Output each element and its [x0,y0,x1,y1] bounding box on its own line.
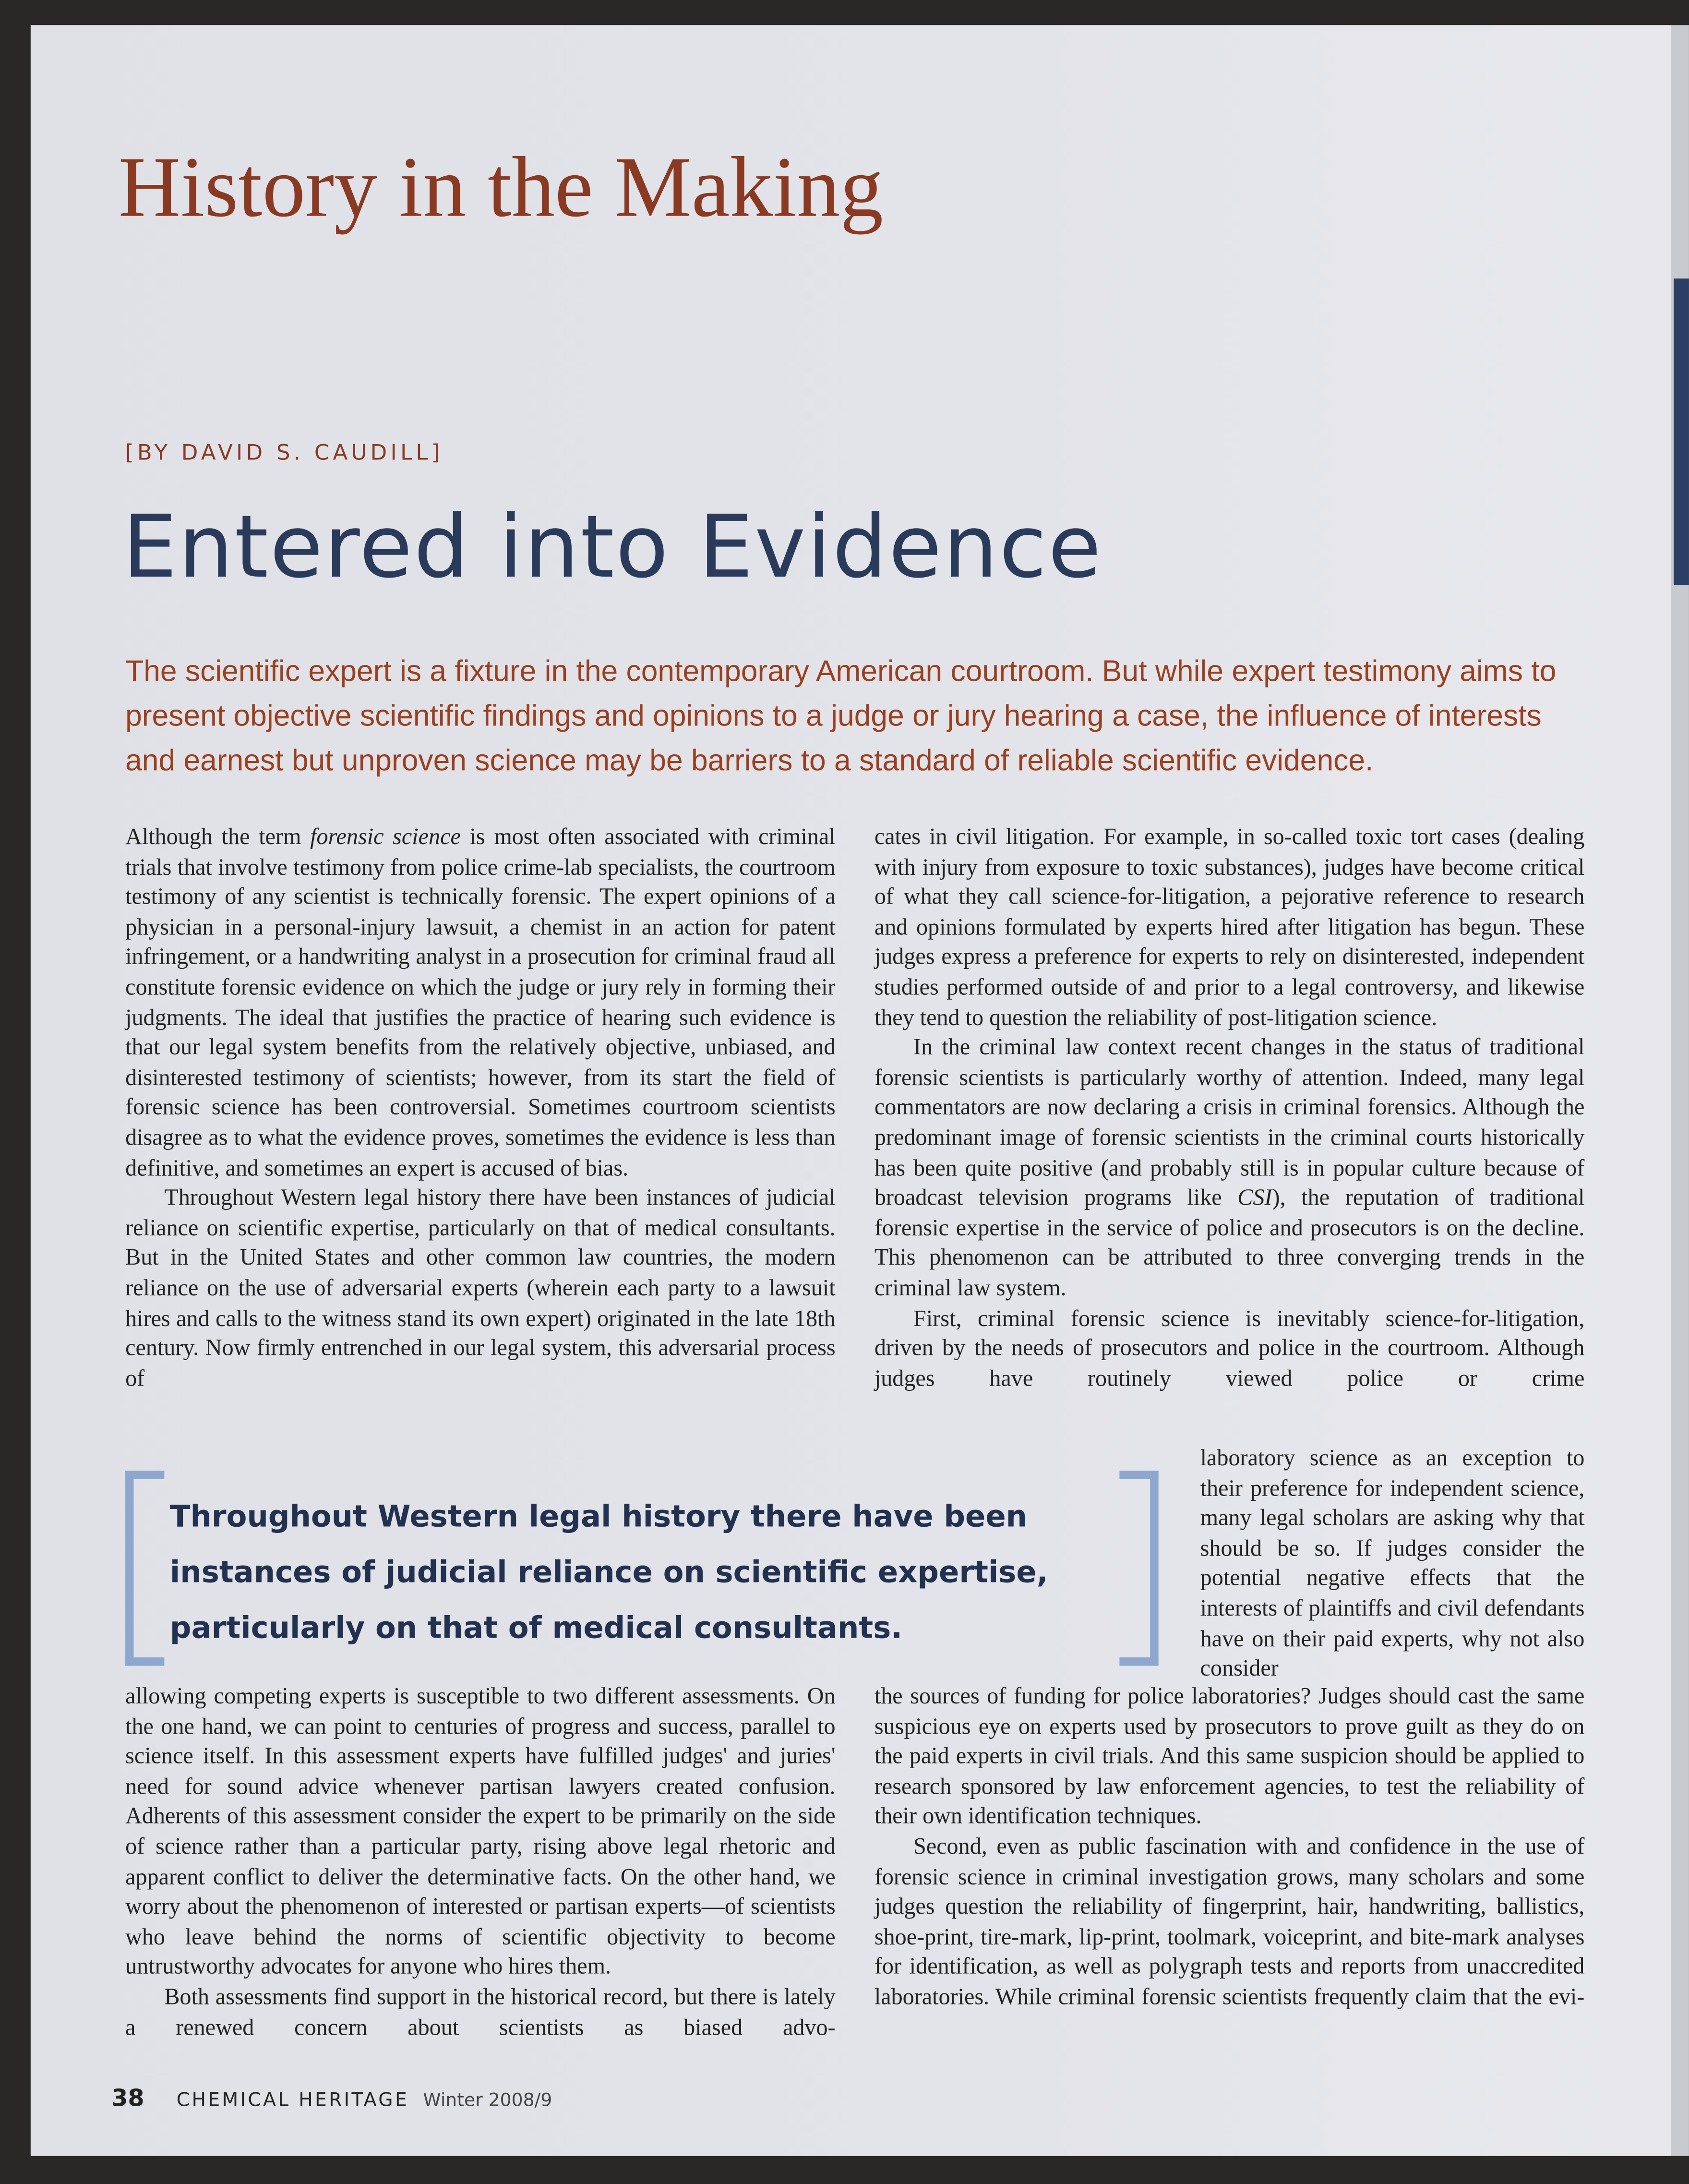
text: ), the reputation of traditional forensic expertise in the service of police and prosecutors is on the decline. This phenomenon can be attributed to three converging trends in the criminal law system. [874,1184,1585,1301]
magazine-name: CHEMICAL HERITAGE [176,2089,409,2112]
paragraph: Throughout Western legal history there have been instances of judicial reliance on scientific expertise, particularly on that of medical consultants. But in the United States and other common law countries, the modern reliance on the use of adversarial experts (wherein each party to a lawsuit hires and calls to the witness stand its own expert) originated in the late 18th century. Now firmly entrenched in our legal system, this adversarial process of [125,1184,836,1391]
paragraph [874,1032,1585,1303]
right-column-wrap [1200,1443,1585,1683]
paragraph: laboratory science as an exception to their preference for independent science, many legal scholars are asking why that should be so. If judges consider the potential negative effects that the interests of plaintiffs and civil defendants have on their paid experts, why not also consider [1200,1444,1585,1681]
paragraph: the sources of funding for police laboratories? Judges should cast the same suspicious eye on experts used by prosecutors to prove guilt as they do on the paid experts in civil trials. And this same suspicion should be applied to research sponsored by law enforcement agencies, to test the reliability of their own identification techniques. [874,1682,1585,1830]
paragraph: First, criminal forensic science is inevitably science-for-litigation, driven by the needs of prosecutors and police in the courtroom. Although judges have routinely viewed police or crime [874,1304,1585,1391]
facing-page-tab [1674,278,1689,585]
text: is most often associated with criminal trials that involve testimony from police crime-lab specialists, the courtroom testimony of any scientist is technically forensic. The expert opinions of a physician in a personal-injury lawsuit, a chemist in an action for patent infringement, or a handwriting analyst in a prosecution for criminal fraud all constitute forensic evidence on which the judge or jury rely in forming their judgments. The ideal that justifies the practice of hearing such evidence is that our legal system benefits from the relatively objective, unbiased, and disinterested testimony of scientists; however, from its start the field of forensic science has been controversial. Sometimes courtroom scientists disagree as to what the evidence proves, sometimes the evidence is less than definitive, and sometimes an expert is accused of bias. [125,823,836,1181]
right-column-top [874,822,1585,1393]
text: Although the term [125,823,311,850]
section-title: History in the Making [118,141,884,236]
paragraph: Both assessments find support in the historical record, but there is lately a renewed concern about scientists as biased advo- [125,1983,836,2040]
paragraph: Second, even as public fascination with and confidence in the use of forensic science in criminal investigation grows, many scholars and some judges question the reliability of fingerprint, hair, handwriting, ballistics, shoe-print, tire-mark, lip-print, toolmark, voiceprint, and bite-mark analyses for identification, as well as polygraph tests and reports from unaccredited laboratories. While criminal forensic scientists frequently claim that the evi- [874,1833,1585,2010]
text: In the criminal law context recent changes in the status of traditional forensic scientists is particularly worthy of attention. Indeed, many legal commentators are now declaring a crisis in criminal forensics. Although the predominant image of forensic scientists in the criminal courts historically has been quite positive (and probably still is in popular culture because of broadcast television programs like [874,1033,1585,1211]
emphasis: forensic science [310,823,461,850]
pull-quote-text: Throughout Western legal history there have been instances of judicial reliance on scientific expertise, particularly on that of medical consultants. [169,1500,1048,1646]
article-deck: The scientific expert is a fixture in the contemporary American courtroom. But while expert testimony aims to present objective scientific findings and opinions to a judge or jury hearing a case, the influence of interests and earnest but unproven science may be barriers to a standard of reliable scientific evidence. [125,654,1557,777]
left-bracket [125,1471,164,1665]
issue-date: Winter 2008/9 [423,2090,552,2112]
page-footer [111,2085,552,2113]
right-column-bottom [874,1681,1585,2012]
left-column-top [125,822,836,1393]
article-headline: Entered into Evidence [122,495,1103,598]
paragraph: allowing competing experts is susceptible to two different assessments. On the one hand, we can point to centuries of progress and success, parallel to science itself. In this assessment experts have fulfilled judges' and juries' need for sound advice whenever partisan lawyers created confusion. Adherents of this assessment consider the expert to be primarily on the side of science rather than a particular party, rising above legal rhetoric and apparent conflict to deliver the determinative facts. On the other hand, we worry about the phenomenon of interested or partisan experts—of scientists who leave behind the norms of scientific objectivity to become untrustworthy advocates for anyone who hires them. [125,1682,836,1980]
emphasis: CSI [1237,1184,1272,1211]
left-column-bottom [125,1681,836,2042]
page-number: 38 [111,2085,144,2113]
paragraph: cates in civil litigation. For example, in so-called toxic tort cases (dealing with injury from exposure to toxic substances), judges have become critical of what they call science-for-litigation, a pejorative reference to research and opinions formulated by experts hired after litigation has begun. These judges express a preference for experts to rely on disinterested, independent studies performed outside of and prior to a legal controversy, and likewise they tend to question the reliability of post-litigation science. [874,823,1585,1030]
pull-quote [125,1471,1159,1665]
byline: [BY DAVID S. CAUDILL] [125,440,443,465]
paragraph [125,822,836,1183]
